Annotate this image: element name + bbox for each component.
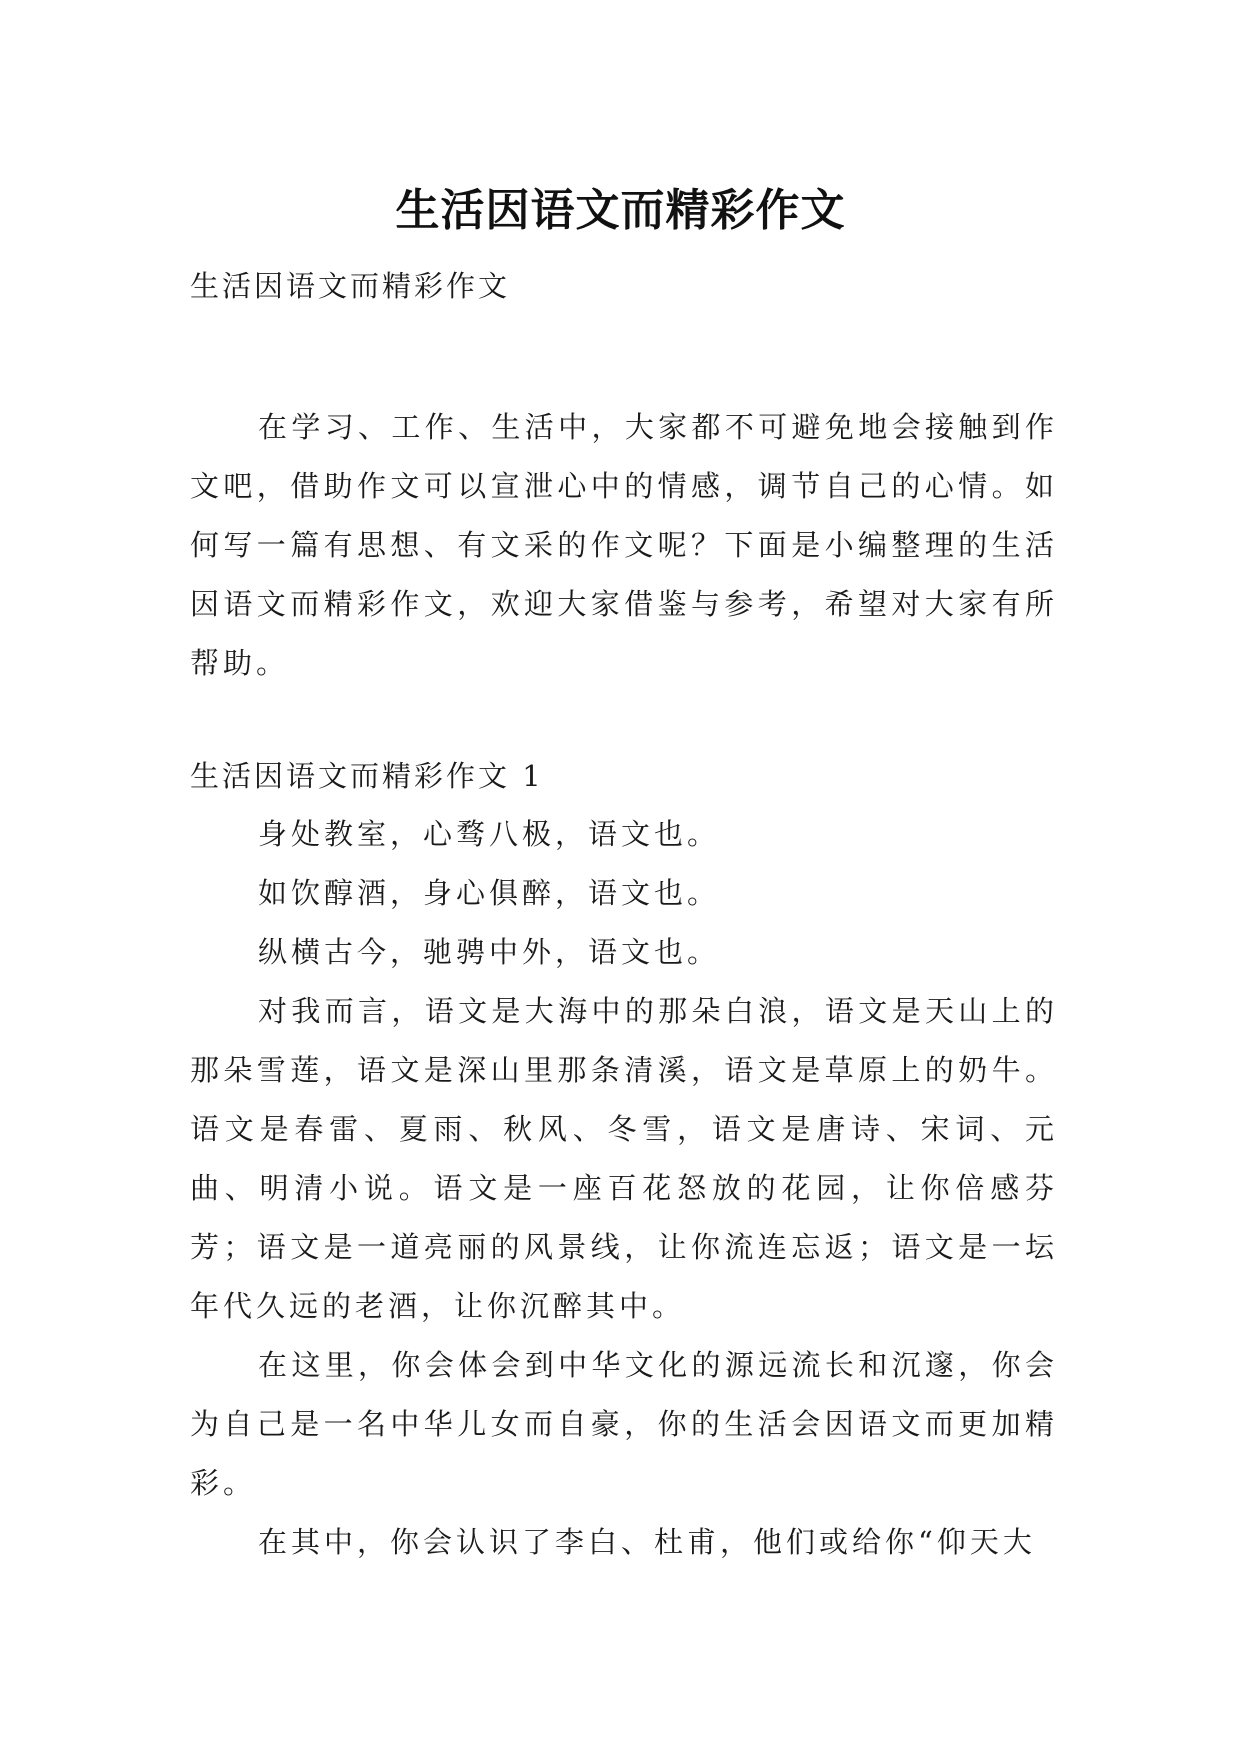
verse-line-2: 如饮醇酒，身心俱醉，语文也。 [258,876,721,910]
body-paragraph-1: 对我而言，语文是大海中的那朵白浪，语文是天山上的那朵雪莲，语文是深山里那条清溪，语文是草原上的奶牛。语文是春雷、夏雨、秋风、冬雪，语文是唐诗、宋词、元曲、明清小说。语文是一座百花怒放的花园，让你倍感芬芳；语文是一道亮丽的风景线，让你流连忘返；语文是一坛年代久远的老酒，让你沉醉其中。 [190,994,1058,1323]
section-heading: 生活因语文而精彩作文 1 [190,759,544,793]
verse-line-3: 纵横古今，驰骋中外，语文也。 [258,935,721,969]
document-subtitle: 生活因语文而精彩作文 [190,269,511,303]
document-title: 生活因语文而精彩作文 [395,185,846,237]
verse-line-1: 身处教室，心骛八极，语文也。 [258,817,721,851]
intro-paragraph: 在学习、工作、生活中，大家都不可避免地会接触到作文吧，借助作文可以宣泄心中的情感，调节自己的心情。如何写一篇有思想、有文采的作文呢？下面是小编整理的生活因语文而精彩作文，欢迎大家借鉴与参考，希望对大家有所帮助。 [190,410,1058,680]
body-paragraph-3: 在其中，你会认识了李白、杜甫，他们或给你“仰天大 [258,1525,1036,1559]
body-paragraph-2: 在这里，你会体会到中华文化的源远流长和沉邃，你会为自己是一名中华儿女而自豪，你的生活会因语文而更加精彩。 [190,1348,1058,1500]
